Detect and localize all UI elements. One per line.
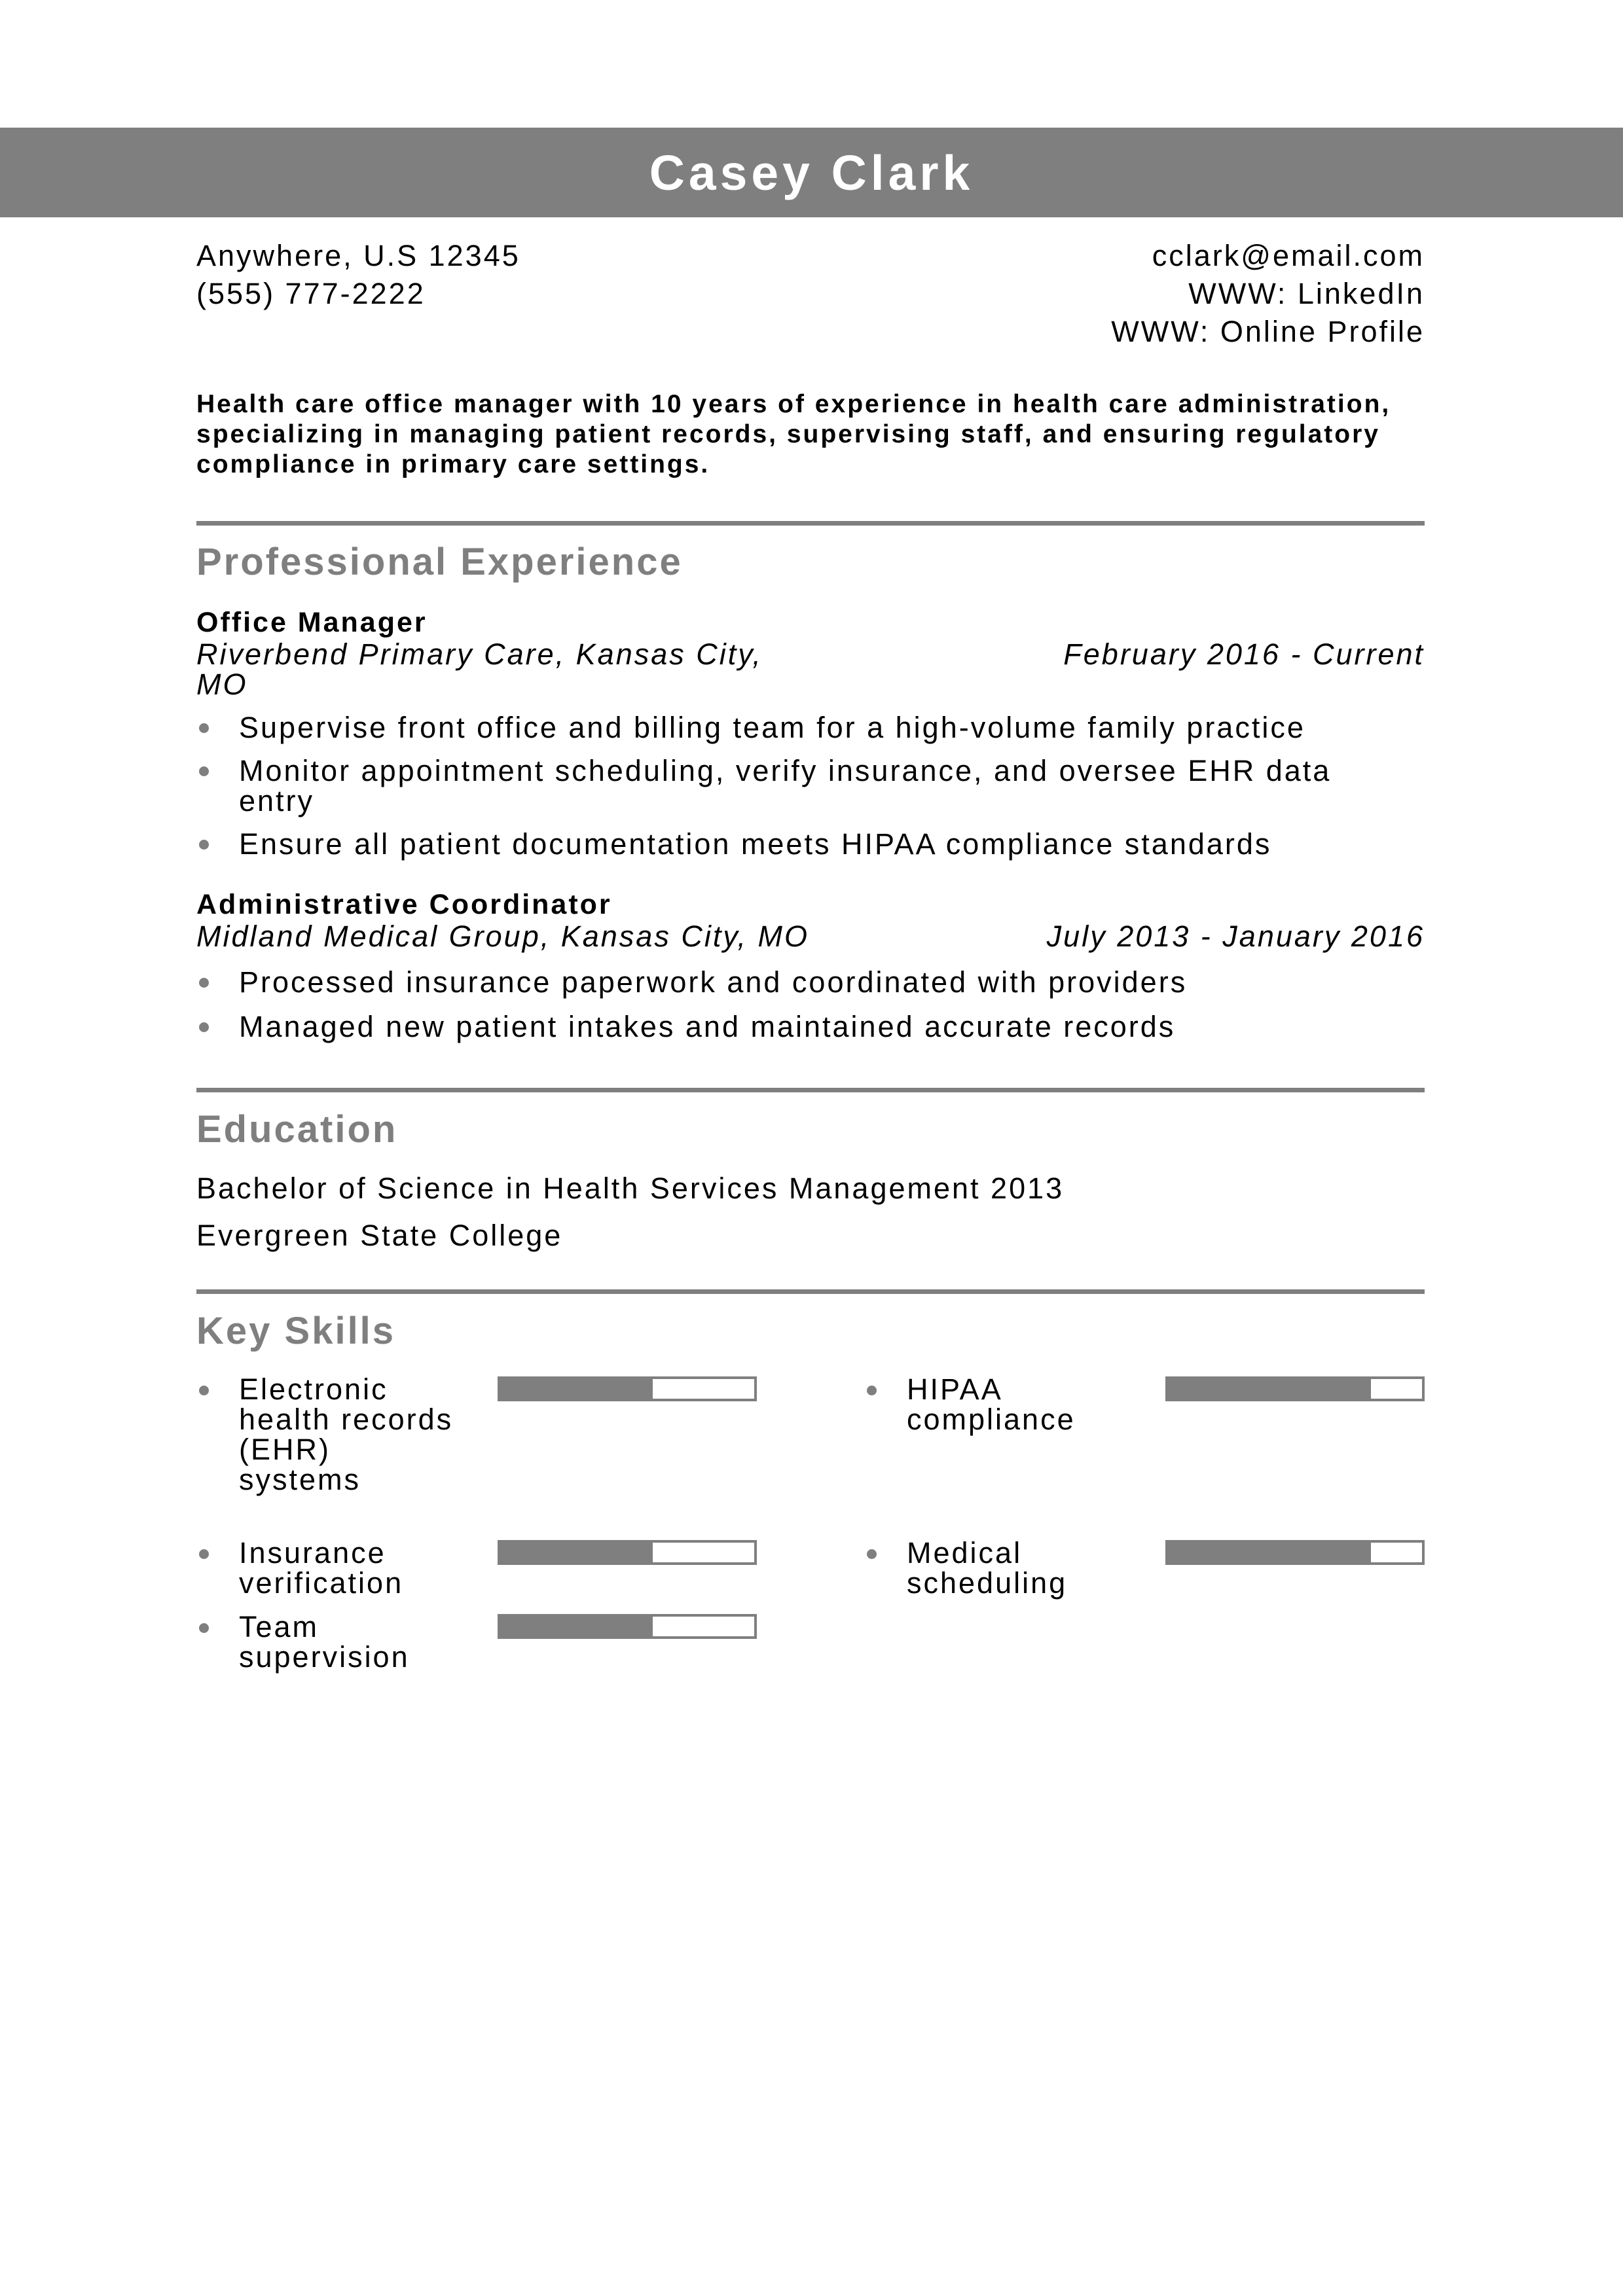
candidate-name: Casey Clark <box>649 145 974 200</box>
job-meta <box>196 639 1425 700</box>
contact-right <box>1111 237 1425 351</box>
skill-item <box>196 1374 759 1505</box>
skill-level-fill <box>500 1617 653 1636</box>
list-item: Processed insurance paperwork and coordinated with providers <box>196 967 1425 997</box>
list-item: Managed new patient intakes and maintained accurate records <box>196 1012 1425 1042</box>
education-degree: Bachelor of Science in Health Services Management 2013 <box>196 1172 1065 1205</box>
job-entry <box>196 605 1425 859</box>
section-divider <box>196 1088 1425 1092</box>
job-dates: February 2016 - Current <box>1063 637 1425 671</box>
job-meta <box>196 922 1425 952</box>
job-company: Midland Medical Group, Kansas City, MO <box>196 920 809 953</box>
list-item: Supervise front office and billing team for a high-volume family practice <box>196 713 1425 743</box>
bullet-icon <box>199 1549 209 1559</box>
skill-level-bar <box>498 1376 757 1401</box>
job-entry <box>196 888 1425 1042</box>
list-item: Ensure all patient documentation meets HIPAA compliance standards <box>196 829 1425 859</box>
bullet-icon <box>199 1386 209 1395</box>
skill-item <box>864 1538 1427 1669</box>
name-banner <box>0 128 1623 217</box>
skill-name: HIPAA compliance <box>907 1372 1076 1436</box>
skill-level-bar <box>498 1614 757 1639</box>
skill-level-bar <box>498 1540 757 1565</box>
job-title: Administrative Coordinator <box>196 889 612 920</box>
bullet-icon <box>199 1022 209 1032</box>
address: Anywhere, U.S 12345 <box>196 239 520 272</box>
section-title-skills: Key Skills <box>196 1310 396 1352</box>
skill-name: Insurance verification <box>239 1536 404 1600</box>
list-item: Monitor appointment scheduling, verify insurance, and oversee EHR data entry <box>196 756 1391 816</box>
linkedin-link[interactable]: WWW: LinkedIn <box>1188 277 1425 310</box>
skill-level-fill <box>500 1379 653 1399</box>
skill-name: Medical scheduling <box>907 1536 1068 1600</box>
bullet-icon <box>867 1549 877 1559</box>
bullet-icon <box>199 840 209 850</box>
education-school: Evergreen State College <box>196 1219 563 1252</box>
job-dates: July 2013 - January 2016 <box>1046 920 1425 953</box>
skill-level-bar <box>1165 1540 1425 1565</box>
online-profile-link[interactable]: WWW: Online Profile <box>1111 315 1425 348</box>
bullet-icon <box>199 766 209 776</box>
email-link[interactable]: cclark@email.com <box>1152 239 1425 272</box>
bullet-icon <box>199 1623 209 1633</box>
professional-summary: Health care office manager with 10 years of experience in health care administration, specializing in managing patient records, supervising staff, and ensuring regulatory compliance in primary care settings. <box>196 390 1391 478</box>
skill-name: Team supervision <box>239 1610 410 1674</box>
skill-level-bar <box>1165 1376 1425 1401</box>
job-company: Riverbend Primary Care, Kansas City, MO <box>196 637 763 701</box>
skill-level-fill <box>1168 1543 1371 1562</box>
skill-item <box>196 1612 759 1743</box>
job-title: Office Manager <box>196 607 428 638</box>
phone: (555) 777-2222 <box>196 277 426 310</box>
skill-name: Electronic health records (EHR) systems <box>239 1372 454 1496</box>
bullet-icon <box>199 723 209 733</box>
section-divider <box>196 521 1425 526</box>
bullet-icon <box>867 1386 877 1395</box>
skill-item <box>864 1374 1427 1505</box>
section-title-experience: Professional Experience <box>196 541 683 583</box>
skill-level-fill <box>1168 1379 1371 1399</box>
job-bullets <box>196 713 1425 859</box>
job-bullets <box>196 967 1425 1042</box>
section-divider <box>196 1289 1425 1294</box>
bullet-icon <box>199 978 209 988</box>
skill-level-fill <box>500 1543 653 1562</box>
section-title-education: Education <box>196 1108 398 1151</box>
contact-left <box>196 237 520 313</box>
